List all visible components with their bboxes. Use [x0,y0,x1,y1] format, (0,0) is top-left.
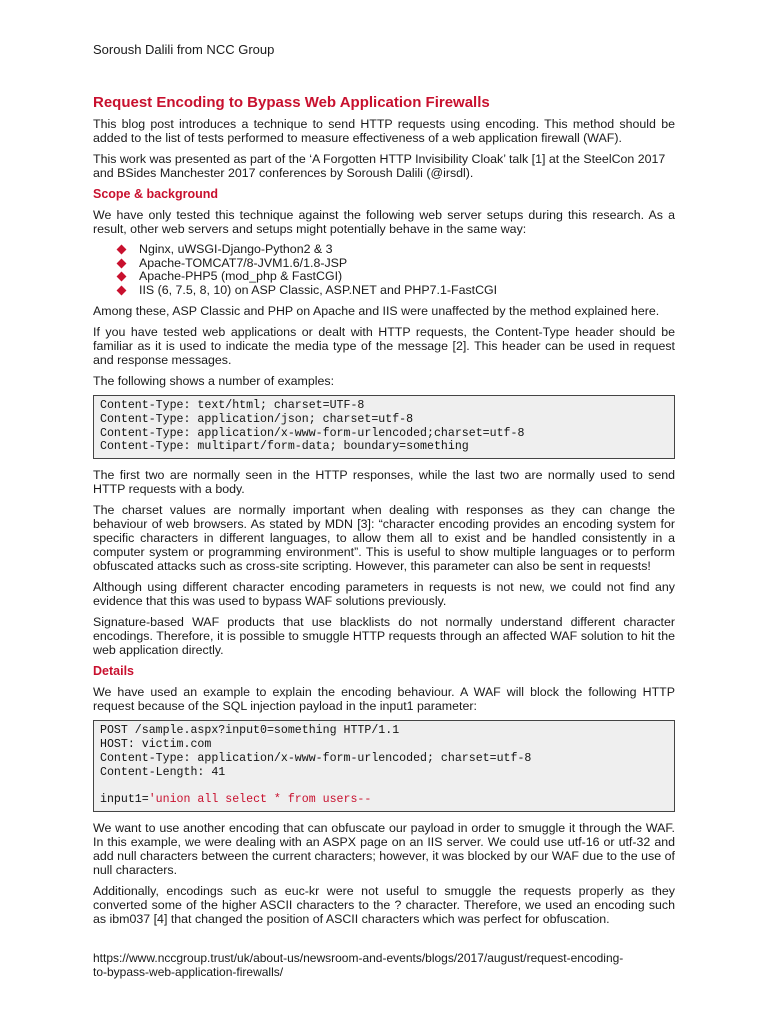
code-line: Content-Type: text/html; charset=UTF-8 [100,399,365,412]
intro-paragraph: This blog post introduces a technique to send HTTP requests using encoding. This method should be added to the list of tests performed to measure effectiveness of a web application firewall (WAF). [93,117,675,145]
diamond-bullet-icon [117,258,127,268]
diamond-bullet-icon [117,245,127,255]
page-title: Request Encoding to Bypass Web Application Firewalls [93,94,490,111]
code-line: Content-Type: application/x-www-form-urlencoded;charset=utf-8 [100,426,525,440]
code-line: Content-Length: 41 [100,765,226,779]
list-item-label: Nginx, uWSGI-Django-Python2 & 3 [139,242,333,256]
scope-paragraph: Although using different character encoding parameters in requests is not new, we could not find any evidence that this was used to bypass WAF solutions previously. [93,580,675,609]
scope-paragraph: The following shows a number of examples: [93,374,335,388]
code-line: Content-Type: application/x-www-form-urlencoded; charset=utf-8 [100,751,532,765]
scope-paragraph: If you have tested web applications or dealt with HTTP requests, the Content-Type header should be familiar as it is used to indicate the media type of the message [2]. This header can be used in request and response messages. [93,325,675,367]
scope-paragraph: We have only tested this technique against the following web server setups during this research. As a result, other web servers and setups might potentially behave in the same way: [93,208,675,236]
scope-paragraph: The charset values are normally important when dealing with responses as they can change the behaviour of web browsers. As stated by MDN [3]: “character encoding provides an encoding system for specific characters in different languages, to allow them all to exist and be handled consistently in a computer system or programming environment”. This is useful to show multiple languages or to perform obfuscated attacks such as cross-site scripting. However, this parameter can also be sent in requests! [93,503,675,574]
details-paragraph: We have used an example to explain the encoding behaviour. A WAF will block the following HTTP request because of the SQL injection payload in the input1 parameter: [93,685,675,714]
http-request-code-block [93,720,675,812]
intro-paragraph: This work was presented as part of the ‘A Forgotten HTTP Invisibility Cloak’ talk [1] at the SteelCon 2017 and BSides Manchester 2017 conferences by Soroush Dalili (@irsdl). [93,152,666,180]
source-url-line: https://www.nccgroup.trust/uk/about-us/newsroom-and-events/blogs/2017/august/request-encoding- [93,951,624,965]
list-item-label: Apache-PHP5 (mod_php & FastCGI) [139,269,343,283]
server-setup-list [117,243,675,297]
diamond-bullet-icon [117,272,127,282]
list-item [117,284,675,298]
code-line: HOST: victim.com [100,737,212,751]
code-line: Content-Type: multipart/form-data; boundary=something [100,440,469,454]
content-type-examples-code-block [93,395,675,459]
source-url-footer [93,951,693,979]
code-blank-line [100,779,666,793]
code-line: Content-Type: application/json; charset=utf-8 [100,412,414,426]
details-paragraph: We want to use another encoding that can obfuscate our payload in order to smuggle it through the WAF. In this example, we were dealing with an ASPX page on an IIS server. We could use utf-16 or utf-32 and add null characters between the current characters; however, it was blocked by our WAF due to the use of null characters. [93,820,675,877]
list-item-label: Apache-TOMCAT7/8-JVM1.6/1.8-JSP [139,255,348,270]
list-item [117,257,675,271]
source-url-line: to-bypass-web-application-firewalls/ [93,965,284,979]
list-item-label: IIS (6, 7.5, 8, 10) on ASP Classic, ASP.NET and PHP7.1-FastCGI [139,282,498,297]
scope-paragraph: Among these, ASP Classic and PHP on Apache and IIS were unaffected by the method explained here. [93,304,660,318]
code-param-name: input1= [100,793,149,807]
scope-paragraph: The first two are normally seen in the HTTP responses, while the last two are normally used to send HTTP requests with a body. [93,468,675,497]
author-header: Soroush Dalili from NCC Group [93,42,275,57]
diamond-bullet-icon [117,285,127,295]
sql-injection-payload: 'union all select * from users-- [148,793,372,807]
scope-paragraph: Signature-based WAF products that use blacklists do not normally understand different character encodings. Therefore, it is possible to smuggle HTTP requests through an affected WAF solution to hit the web application directly. [93,615,675,658]
details-paragraph: Additionally, encodings such as euc-kr were not useful to smuggle the requests properly as they converted some of the higher ASCII characters to the ? character. Therefore, we used an encoding such as ibm037 [4] that changed the position of ASCII characters which was perfect for obfuscation. [93,883,675,926]
section-heading-scope: Scope & background [93,187,219,201]
section-heading-details: Details [93,664,134,679]
article-body [93,117,675,933]
list-item [117,243,675,257]
code-line: POST /sample.aspx?input0=something HTTP/1.1 [100,724,400,738]
list-item [117,270,675,284]
code-line-body [100,793,666,807]
